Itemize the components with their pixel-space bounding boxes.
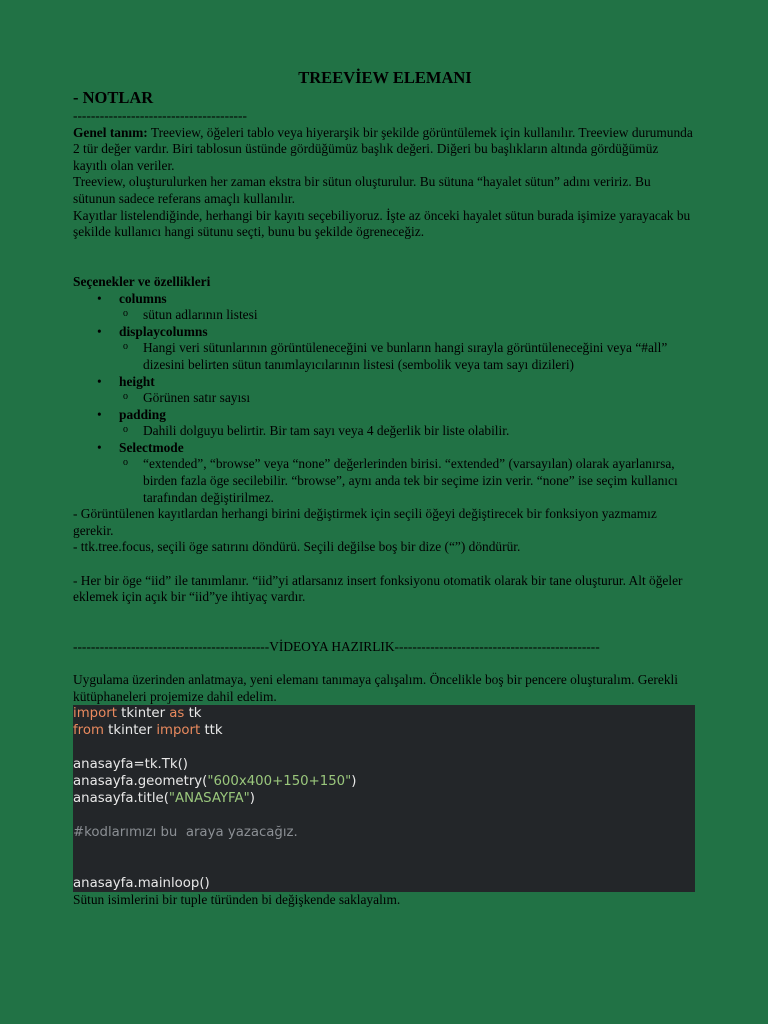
option-item	[119, 440, 695, 506]
document-title: TREEVİEW ELEMANI	[298, 68, 472, 87]
code-text: tkinter	[116, 706, 170, 722]
options-heading	[73, 274, 695, 291]
code-text: anasayfa.geometry(	[73, 774, 208, 790]
spacer	[73, 606, 695, 639]
notes-heading: - NOTLAR	[73, 88, 154, 107]
option-name: Selectmode	[119, 439, 184, 455]
note-iid: - Her bir öge “iid” ile tanımlanır. “iid”yi atlarsanız insert fonksiyonu otomatik olarak bir tane oluşturur. Alt öğeler eklemek için açık bir “iid”ye ihtiyaç vardır.	[73, 572, 683, 605]
option-desc: o Dahili dolguyu belirtir. Bir tam sayı veya 4 değerlik bir liste olabilir.	[143, 423, 695, 440]
note-focus: - ttk.tree.focus, seçili öge satırını döndürü. Seçili değilse boş bir dize (“”) döndürür.	[73, 539, 521, 555]
code-block	[73, 705, 695, 892]
document-page	[73, 68, 695, 909]
code-string: "600x400+150+150"	[207, 774, 352, 790]
code-text: )	[351, 774, 357, 790]
video-intro: Uygulama üzerinden anlatmaya, yeni elemanı tanımaya çalışalım. Öncelikle boş bir pencere oluşturalım. Gerekli kütüphaneleri projemize dahil edelim.	[73, 672, 678, 704]
option-item	[119, 291, 695, 324]
after-code-text: Sütun isimlerini bir tuple türünden bi değişkende saklayalım.	[73, 892, 401, 908]
option-name: columns	[119, 290, 167, 306]
code-comment: #kodlarımızı bu araya yazacağız.	[73, 825, 298, 841]
code-line-blank	[73, 858, 695, 875]
code-line	[73, 722, 695, 739]
spacer	[73, 656, 695, 673]
ghost-column-paragraph: Treeview, oluşturulurken her zaman ekstra bir sütun oluşturulur. Bu sütuna “hayalet sütun” adını veririz. Bu sütunun sadece referans amaçlı kullanılır.	[73, 174, 651, 206]
intro-text: Treeview, öğeleri tablo veya hiyerarşik bir şekilde görüntülemek için kullanılır. Treeview durumunda 2 tür değer vardır. Biri tablosun üstünde gördüğümüz başlık değeri. Diğeri bu başlıkların altında gördüğümüz kayıtlı olan veriler.	[73, 124, 693, 173]
code-string: "ANASAYFA"	[168, 791, 250, 807]
intro-paragraph	[73, 125, 695, 175]
code-line: anasayfa=tk.Tk()	[73, 757, 188, 773]
option-item	[119, 407, 695, 440]
divider-top: ---------------------------------------	[73, 108, 247, 123]
options-heading-text: Seçenekler ve özellikleri	[73, 273, 211, 289]
spacer	[73, 241, 695, 274]
option-item	[119, 324, 695, 374]
code-line-blank	[73, 739, 695, 756]
code-line	[73, 790, 695, 807]
code-text: ttk	[200, 723, 223, 739]
code-line-blank	[73, 841, 695, 858]
code-text: tk	[184, 706, 202, 722]
selection-paragraph: Kayıtlar listelendiğinde, herhangi bir kayıtı seçebiliyoruz. İşte az önceki hayalet sütun burada işimize yarayacak bu şekilde kullanıcı hangi sütunu seçti, bunu bu şekilde ögreneceğiz.	[73, 207, 691, 240]
code-keyword: as	[169, 706, 185, 722]
code-text: anasayfa.title(	[73, 791, 169, 807]
option-name: padding	[119, 406, 166, 422]
option-item	[119, 374, 695, 407]
spacer	[73, 556, 695, 573]
option-name: displaycolumns	[119, 323, 208, 339]
code-keyword: import	[156, 723, 201, 739]
code-line: anasayfa.mainloop()	[73, 876, 210, 892]
note-modify: - Görüntülenen kayıtlardan herhangi birini değiştirmek için seçili öğeyi değiştirecek bir fonksiyon yazmamız gerekir.	[73, 506, 657, 538]
option-desc: o “extended”, “browse” veya “none” değerlerinden birisi. “extended” (varsayılan) olarak ayarlanırsa, birden fazla öge secilebilir. “browse”, aynı anda tek bir seçime izin verir. “none” ise seçim kullanıcı tarafından değiştirilmez.	[143, 456, 695, 506]
option-desc: o sütun adlarının listesi	[143, 307, 695, 324]
intro-label: Genel tanım:	[73, 124, 148, 140]
option-desc: o Görünen satır sayısı	[143, 390, 695, 407]
options-list	[73, 291, 695, 507]
code-line-blank	[73, 807, 695, 824]
code-keyword: import	[73, 706, 117, 722]
video-divider: --------------------------------------------VİDEOYA HAZIRLIK----------------------------------------------	[73, 639, 600, 654]
code-line	[73, 705, 695, 722]
code-keyword: from	[73, 723, 104, 739]
code-text: tkinter	[103, 723, 157, 739]
code-text: )	[249, 791, 255, 807]
code-line	[73, 773, 695, 790]
option-desc: o Hangi veri sütunlarının görüntüleneceğini ve bunların hangi sırayla görüntüleneceğini veya “#all” dizesini belirten sütun tanımlayıcılarının listesi (sembolik veya tam sayı dizileri)	[143, 340, 695, 373]
option-name: height	[119, 373, 155, 389]
